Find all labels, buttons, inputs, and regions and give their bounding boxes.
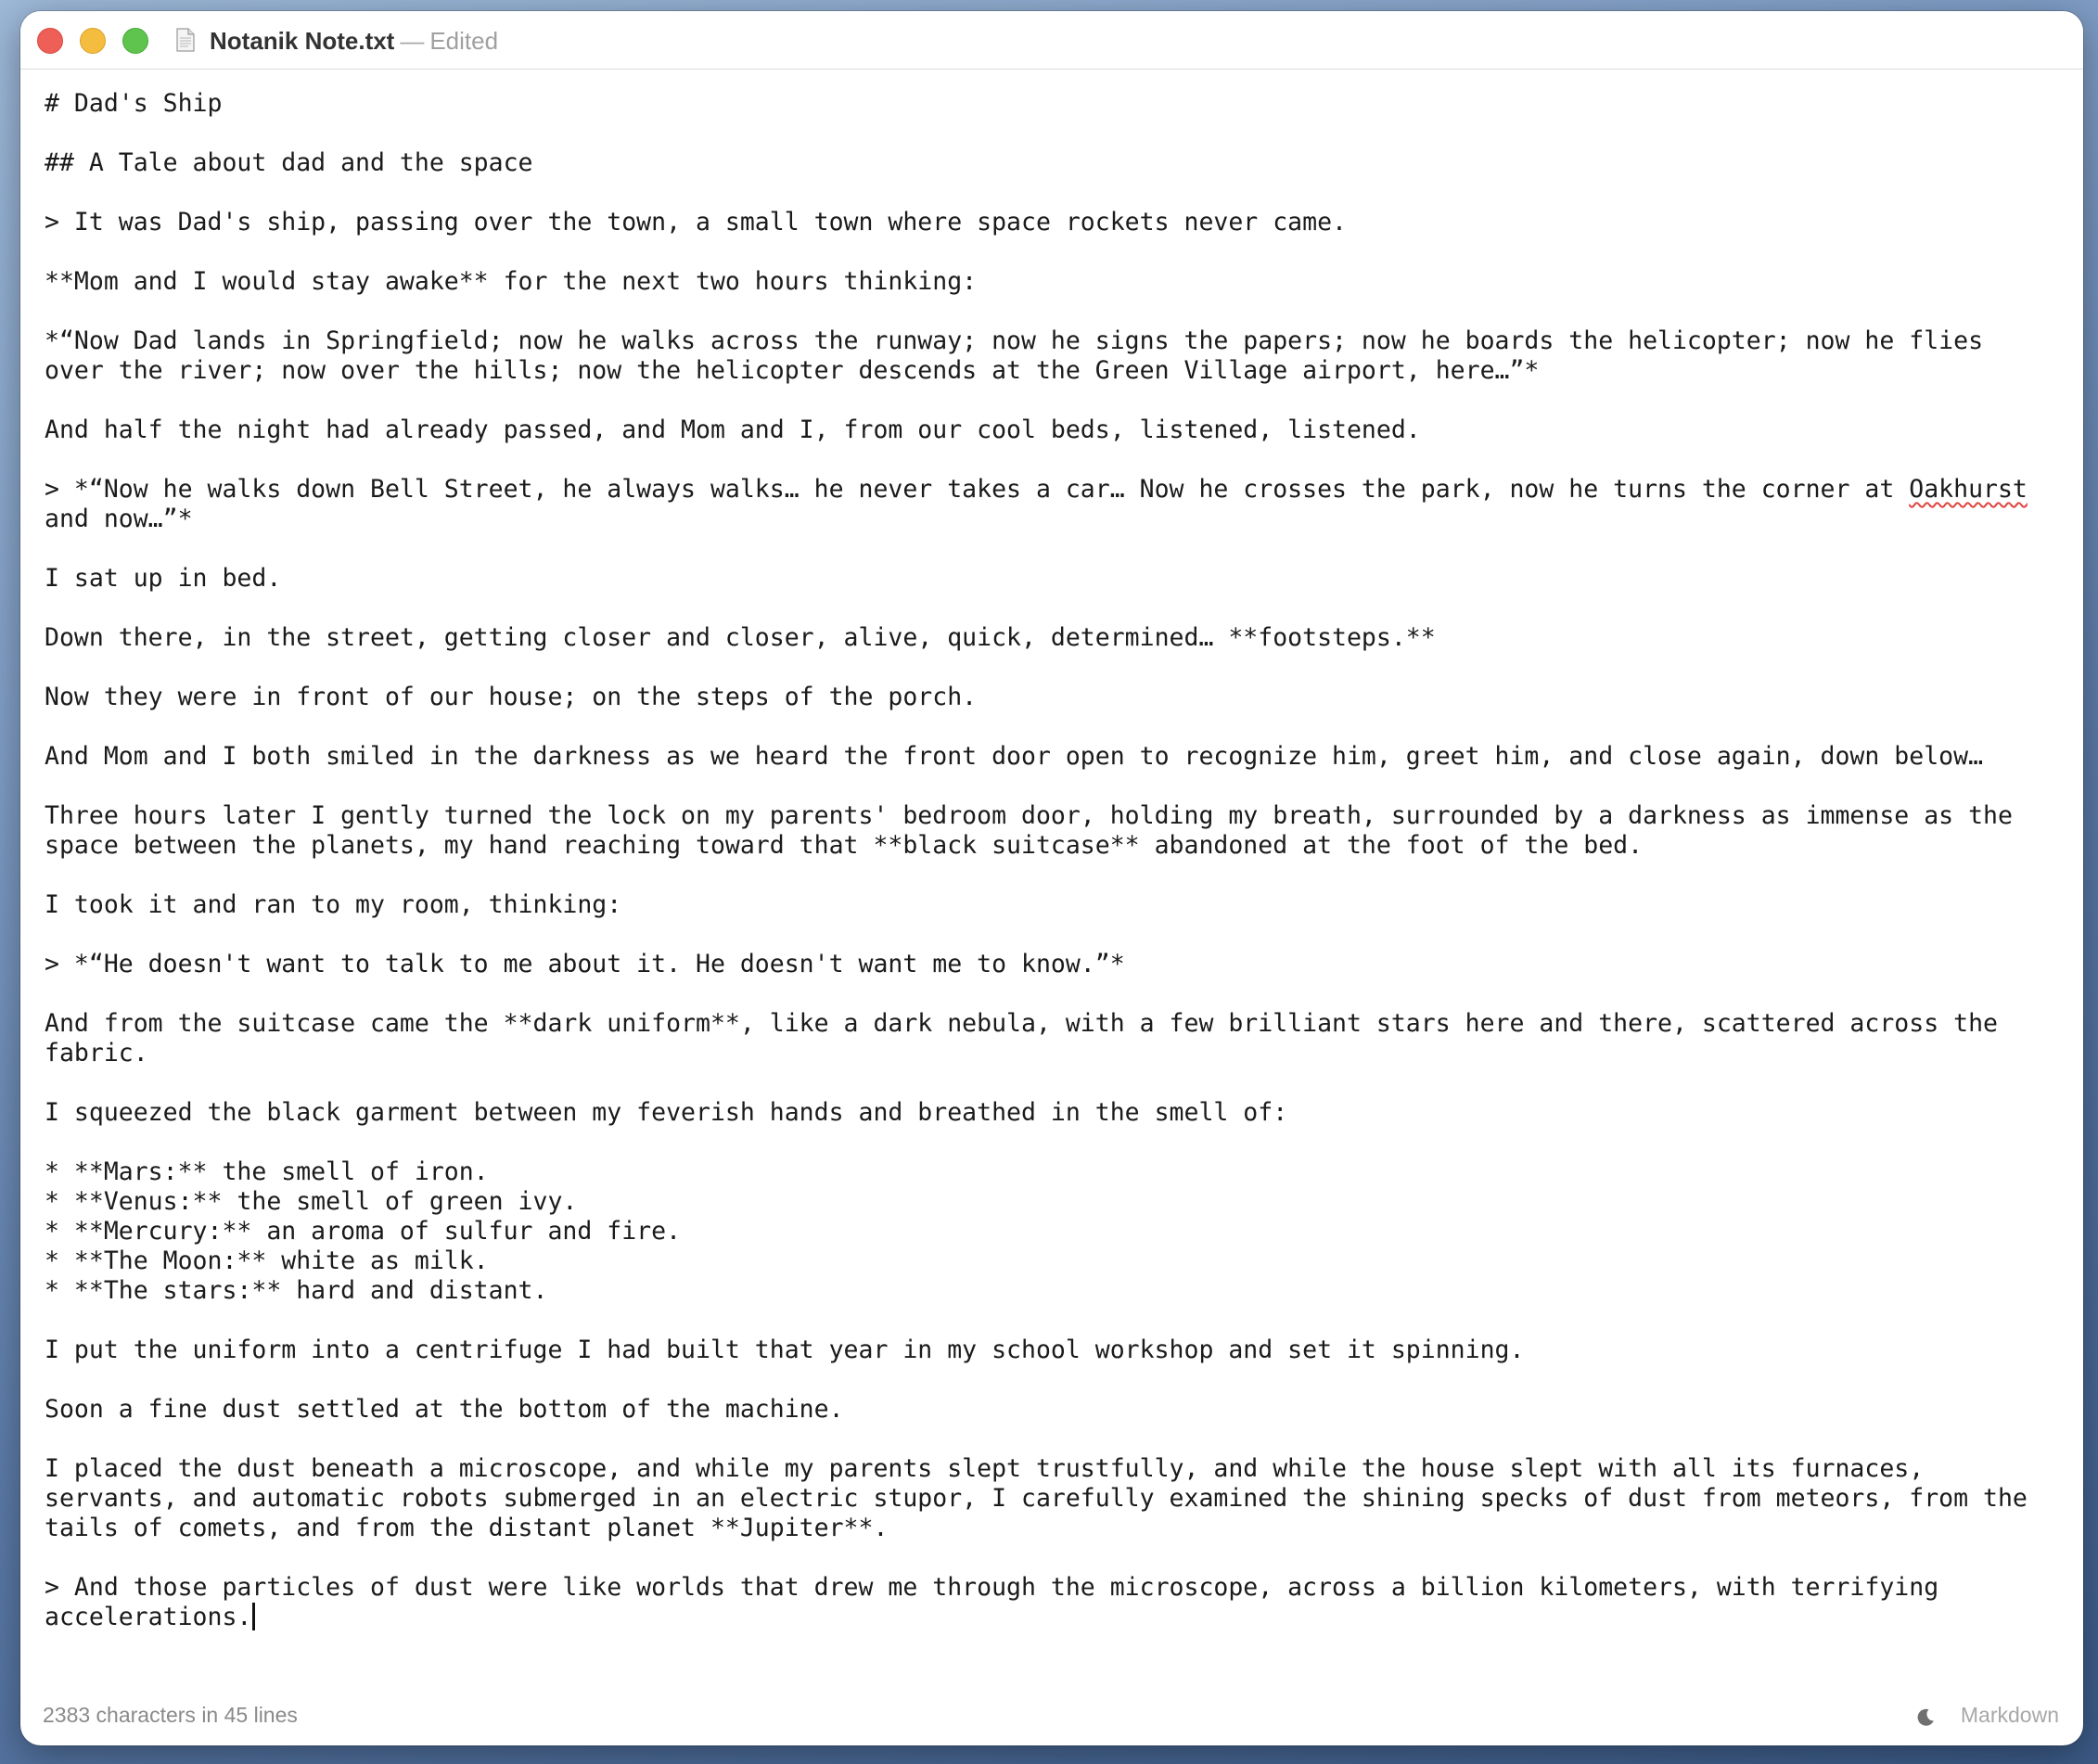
editor-line[interactable]: fabric.: [45, 1039, 148, 1067]
editor-line[interactable]: And Mom and I both smiled in the darkness as we heard the front door open to recognize him, greet him, and close again, down below…: [45, 742, 1984, 771]
editor-line[interactable]: * **Venus:** the smell of green ivy.: [45, 1187, 578, 1216]
editor-line[interactable]: And half the night had already passed, and Mom and I, from our cool beds, listened, listened.: [45, 415, 1421, 444]
editor-line[interactable]: And from the suitcase came the **dark uniform**, like a dark nebula, with a few brilliant stars here and there, scattered across the: [45, 1009, 1998, 1038]
document-icon[interactable]: [176, 28, 195, 52]
editor-line[interactable]: [45, 1425, 2066, 1454]
editor-line[interactable]: tails of comets, and from the distant planet **Jupiter**.: [45, 1514, 889, 1542]
character-line-count: 2383 characters in 45 lines: [43, 1703, 298, 1727]
editor-line[interactable]: I took it and ran to my room, thinking:: [45, 890, 622, 919]
editor-line[interactable]: > *“He doesn't want to talk to me about it. He doesn't want me to know.”*: [45, 950, 1125, 978]
title-bar[interactable]: [20, 11, 2083, 70]
editor-line[interactable]: [45, 178, 2066, 208]
editor-line[interactable]: space between the planets, my hand reaching toward that **black suitcase** abandoned at the foot of the bed.: [45, 831, 1644, 860]
text-cursor: [252, 1603, 255, 1630]
editor-line[interactable]: [45, 920, 2066, 950]
editor-line[interactable]: [45, 594, 2066, 623]
window-title: [210, 27, 498, 55]
editor-line[interactable]: I squeezed the black garment between my feverish hands and breathed in the smell of:: [45, 1098, 1288, 1127]
editor-line[interactable]: [45, 237, 2066, 267]
editor-line[interactable]: * **Mars:** the smell of iron.: [45, 1157, 489, 1186]
editor-window: [20, 11, 2083, 1745]
editor-line[interactable]: * **Mercury:** an aroma of sulfur and fire.: [45, 1217, 682, 1246]
editor-line[interactable]: accelerations.: [45, 1603, 2066, 1632]
editor-line[interactable]: [45, 386, 2066, 415]
editor-line[interactable]: [45, 1306, 2066, 1336]
moon-icon[interactable]: [1914, 1706, 1937, 1729]
file-name: Notanik Note.txt: [210, 27, 395, 55]
editor-line[interactable]: I sat up in bed.: [45, 564, 282, 593]
editor-line[interactable]: I put the uniform into a centrifuge I had built that year in my school workshop and set it spinning.: [45, 1336, 1525, 1364]
editor-line[interactable]: Down there, in the street, getting closer and closer, alive, quick, determined… **footsteps.**: [45, 623, 1436, 652]
editor-line[interactable]: # Dad's Ship: [45, 89, 223, 118]
editor-line[interactable]: **Mom and I would stay awake** for the next two hours thinking:: [45, 267, 978, 296]
editor-line[interactable]: [45, 119, 2066, 148]
status-bar: [20, 1688, 2083, 1745]
title-separator: —: [400, 27, 425, 55]
misspelled-word[interactable]: Oakhurst: [1909, 475, 2028, 504]
close-window-button[interactable]: [37, 28, 63, 54]
editor-line[interactable]: Three hours later I gently turned the lock on my parents' bedroom door, holding my breath, surrounded by a darkness as immense as the: [45, 801, 2013, 830]
editor-line[interactable]: [45, 979, 2066, 1009]
editor-line[interactable]: > It was Dad's ship, passing over the town, a small town where space rockets never came.: [45, 208, 1347, 236]
editor-line[interactable]: [45, 653, 2066, 683]
edited-status[interactable]: Edited: [429, 27, 499, 55]
minimize-window-button[interactable]: [80, 28, 106, 54]
editor-line[interactable]: [45, 712, 2066, 742]
editor-line[interactable]: *“Now Dad lands in Springfield; now he walks across the runway; now he signs the papers; now he boards the helicopter; now he flies: [45, 326, 1984, 355]
editor-line[interactable]: I placed the dust beneath a microscope, and while my parents slept trustfully, and while the house slept with all its furnaces,: [45, 1454, 1925, 1483]
editor-line[interactable]: servants, and automatic robots submerged in an electric stupor, I carefully examined the shining specks of dust from meteors, from the: [45, 1484, 2028, 1513]
editor-line[interactable]: [45, 861, 2066, 890]
editor-line[interactable]: [45, 445, 2066, 475]
editor-line[interactable]: and now…”*: [45, 505, 193, 533]
editor-line[interactable]: Now they were in front of our house; on the steps of the porch.: [45, 683, 978, 711]
text-editor[interactable]: [45, 89, 2066, 1684]
syntax-mode-selector[interactable]: Markdown: [1960, 1703, 2059, 1727]
editor-line[interactable]: Soon a fine dust settled at the bottom of the machine.: [45, 1395, 844, 1424]
editor-line[interactable]: > And those particles of dust were like worlds that drew me through the microscope, across a billion kilometers, with terrifying: [45, 1573, 1939, 1602]
editor-line[interactable]: [45, 1128, 2066, 1157]
editor-line[interactable]: [45, 534, 2066, 564]
editor-line[interactable]: > *“Now he walks down Bell Street, he always walks… he never takes a car… Now he crosses the park, now he turns the corner at Oakhurst: [45, 475, 2028, 504]
editor-line[interactable]: * **The stars:** hard and distant.: [45, 1276, 548, 1305]
zoom-window-button[interactable]: [122, 28, 148, 54]
editor-line[interactable]: [45, 772, 2066, 801]
editor-line[interactable]: [45, 1068, 2066, 1098]
editor-line[interactable]: over the river; now over the hills; now the helicopter descends at the Green Village airport, here…”*: [45, 356, 1540, 385]
editor-line[interactable]: [45, 297, 2066, 326]
editor-line[interactable]: [45, 1543, 2066, 1573]
editor-line[interactable]: [45, 1365, 2066, 1395]
editor-line[interactable]: ## A Tale about dad and the space: [45, 148, 533, 177]
editor-line[interactable]: * **The Moon:** white as milk.: [45, 1246, 489, 1275]
